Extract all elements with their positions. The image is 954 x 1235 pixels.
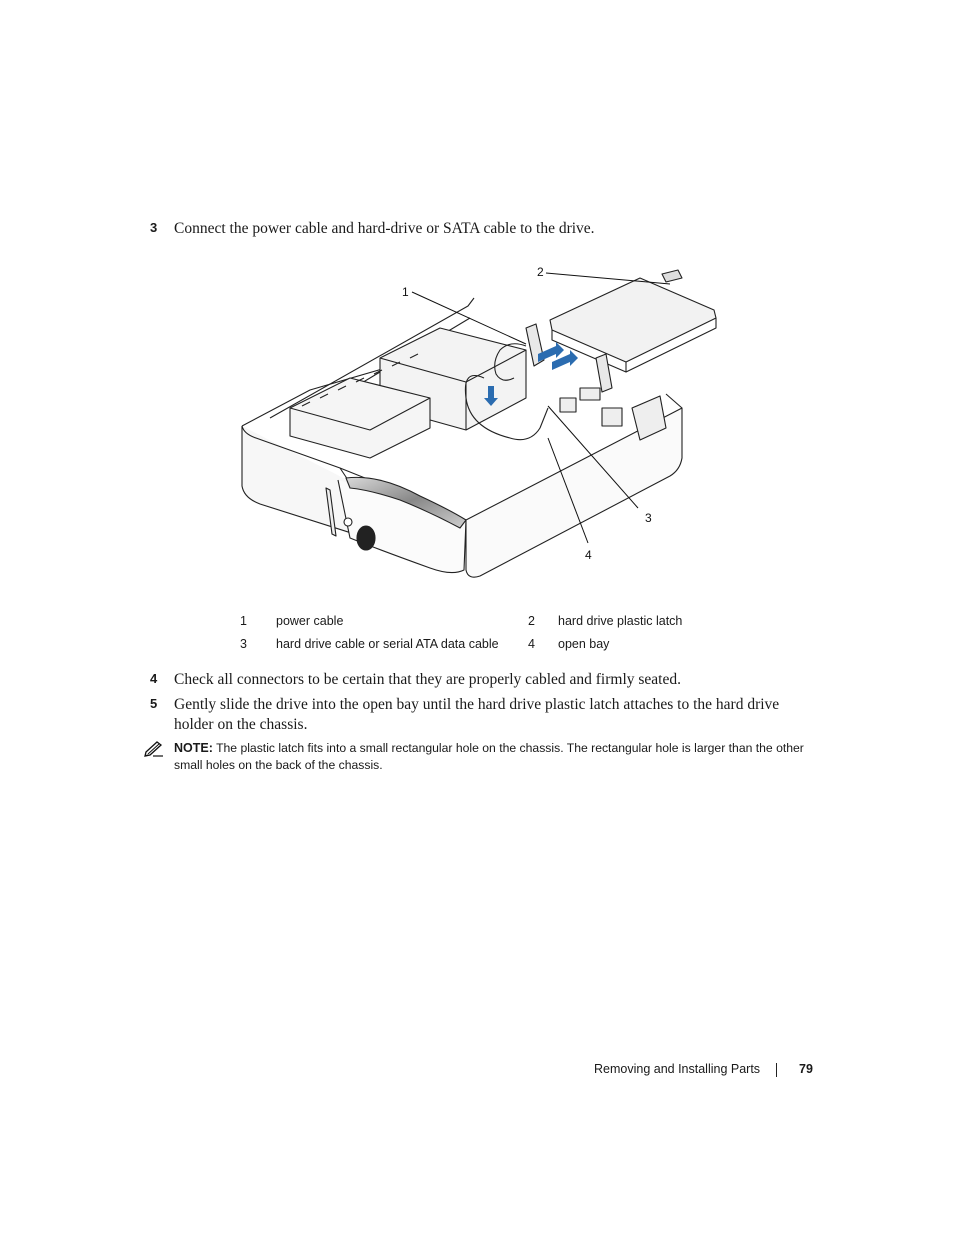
note-pencil-icon [143,740,165,763]
legend-row [230,609,738,632]
hard-drive-installation-figure [230,258,730,598]
step-3 [150,219,810,239]
legend-label: power cable [276,613,344,628]
step-number: 5 [150,696,158,711]
page-number: 79 [799,1062,813,1076]
callout-2: 2 [537,265,544,279]
step-number: 3 [150,220,158,235]
step-number: 4 [150,671,158,686]
callout-4: 4 [585,548,592,562]
note-label: NOTE: [174,741,213,755]
footer-divider [776,1063,777,1077]
legend-label: open bay [558,636,610,651]
legend-label: hard drive plastic latch [558,613,683,628]
legend-number: 3 [240,636,247,651]
legend-row [230,632,738,655]
legend-number: 2 [528,613,535,628]
step-text: Gently slide the drive into the open bay until the hard drive plastic latch attaches to the hard drive holder on the chassis. [174,696,780,733]
note-box [143,740,813,774]
legend-number: 1 [240,613,247,628]
callout-1: 1 [402,285,409,299]
figure-legend [230,609,738,655]
legend-label: hard drive cable or serial ATA data cable [276,636,499,651]
step-4 [150,670,810,690]
step-text: Connect the power cable and hard-drive or SATA cable to the drive. [174,220,595,237]
note-text: The plastic latch fits into a small rectangular hole on the chassis. The rectangular hole is larger than the other small holes on the back of the chassis. [174,741,804,772]
step-5 [150,695,810,735]
callout-3: 3 [645,511,652,525]
note-body [174,740,813,774]
step-text: Check all connectors to be certain that they are properly cabled and firmly seated. [174,671,681,688]
legend-number: 4 [528,636,535,651]
footer-section-title: Removing and Installing Parts [594,1062,761,1076]
